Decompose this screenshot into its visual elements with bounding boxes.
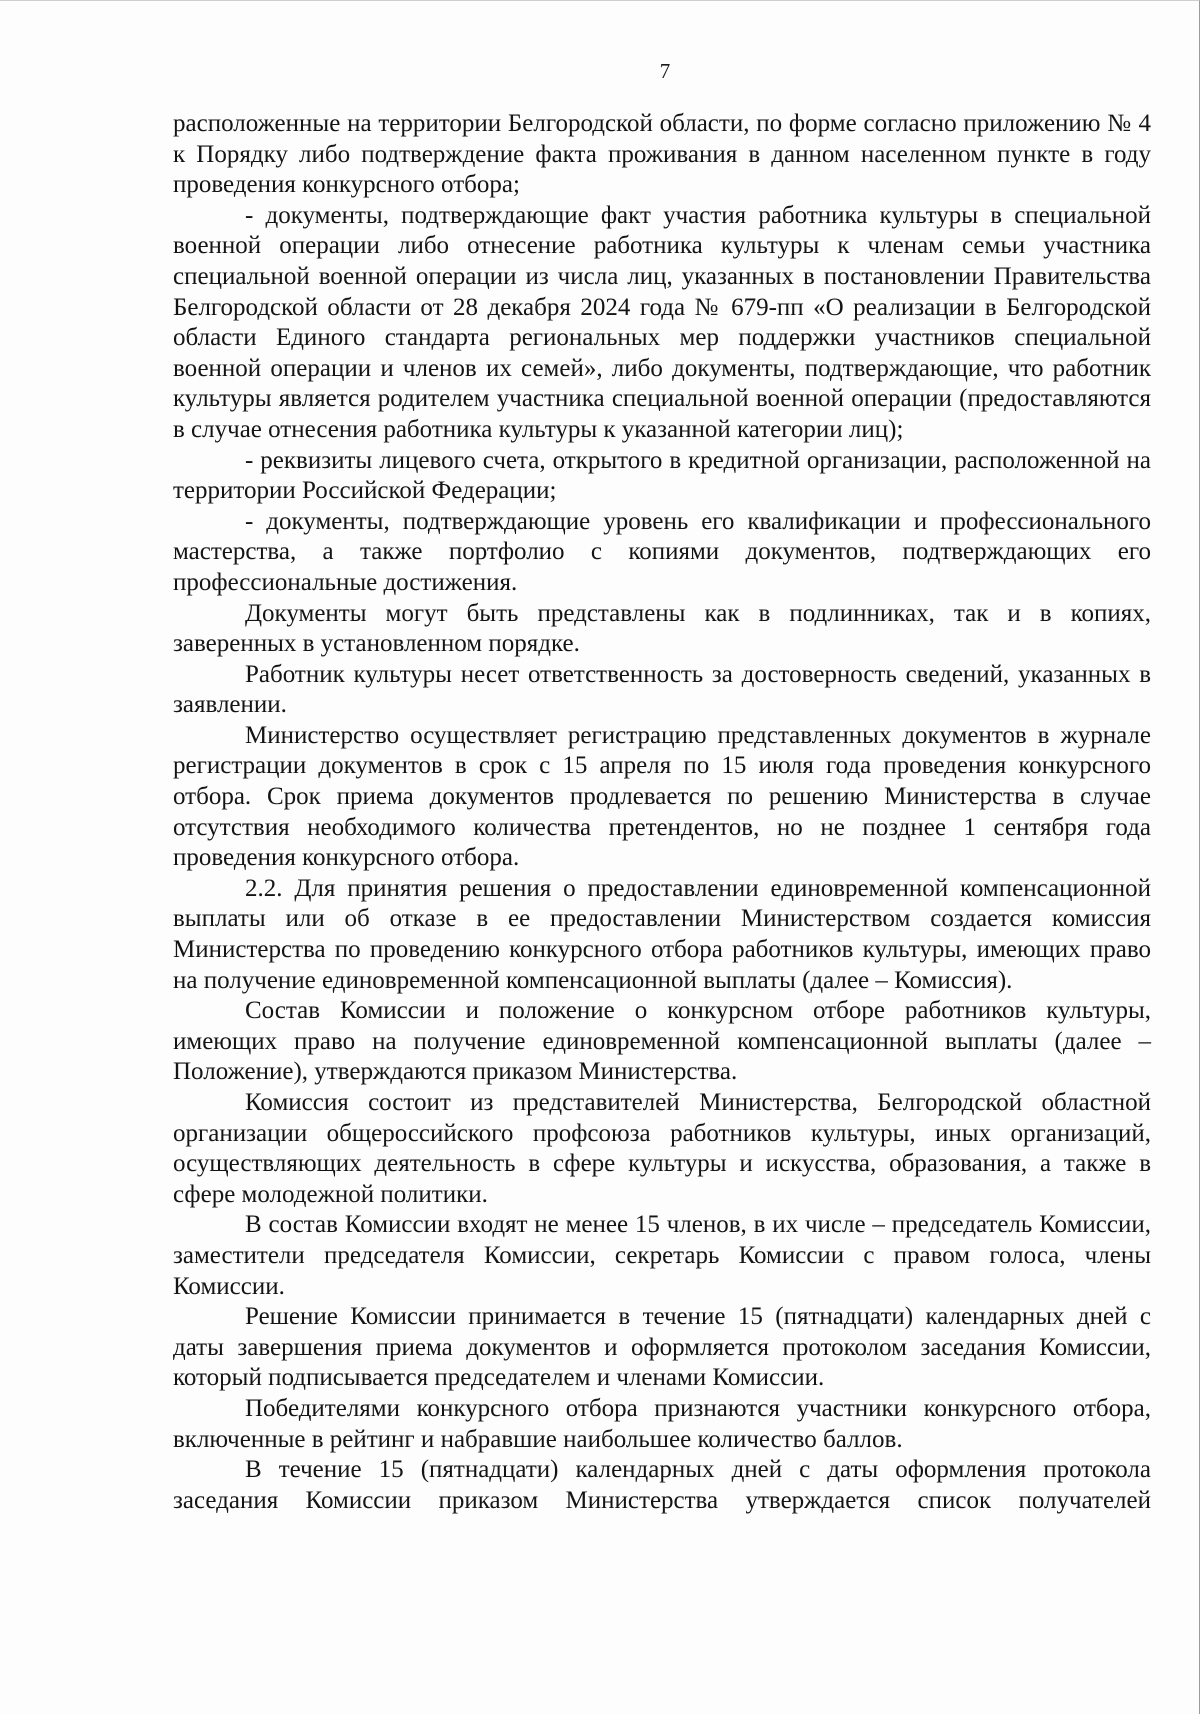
paragraph-recipients-list: В течение 15 (пятнадцати) календарных дней с даты оформления протокола заседания Комиссии приказом Министерства утверждается список получателей: [173, 1456, 1151, 1514]
document-body: [173, 109, 1151, 1516]
paragraph-continuation: расположенные на территории Белгородской области, по форме согласно приложению № 4 к Порядку либо подтверждение факта проживания в данном населенном пункте в году проведения конкурсного отбора;: [173, 110, 1151, 199]
paragraph-commission-members: Комиссия состоит из представителей Министерства, Белгородской областной организации общероссийского профсоюза работников культуры, иных организаций, осуществляющих деятельность в сфере культуры и искусства, образования, а также в сфере молодежной политики.: [173, 1089, 1151, 1208]
paragraph-bank-details: - реквизиты лицевого счета, открытого в кредитной организации, расположенной на территории Российской Федерации;: [173, 446, 1151, 505]
paragraph-winners: Победителями конкурсного отбора признаются участники конкурсного отбора, включенные в рейтинг и набравшие наибольшее количество баллов.: [173, 1394, 1151, 1453]
paragraph-commission-size: В состав Комиссии входят не менее 15 членов, в их числе – председатель Комиссии, заместители председателя Комиссии, секретарь Комиссии с правом голоса, члены Комиссии.: [173, 1211, 1151, 1300]
paragraph-document-forms: Документы могут быть представлены как в подлинниках, так и в копиях, заверенных в установленном порядке.: [173, 599, 1151, 658]
paragraph-responsibility: Работник культуры несет ответственность за достоверность сведений, указанных в заявлении.: [173, 660, 1151, 719]
paragraph-svo-documents: - документы, подтверждающие факт участия работника культуры в специальной военной операции либо отнесение работника культуры к членам семьи участника специальной военной операции из числа лиц, указанных в постановлении Правительства Белгородской области от 28 декабря 2024 года № 679-пп «О реализации в Белгородской области Единого стандарта региональных мер поддержки участников специальной военной операции и членов их семей», либо документы, подтверждающие, что работник культуры является родителем участника специальной военной операции (предоставляются в случае отнесения работника культуры к указанной категории лиц);: [173, 201, 1151, 443]
paragraph-commission-composition: Состав Комиссии и положение о конкурсном отборе работников культуры, имеющих право на получение единовременной компенсационной выплаты (далее – Положение), утверждаются приказом Министерства.: [173, 997, 1151, 1086]
paragraph-commission-decision: Решение Комиссии принимается в течение 15 (пятнадцати) календарных дней с даты завершения приема документов и оформляется протоколом заседания Комиссии, который подписывается председателем и членами Комиссии.: [173, 1303, 1151, 1392]
paragraph-commission-creation: 2.2. Для принятия решения о предоставлении единовременной компенсационной выплаты или об отказе в ее предоставлении Министерством создается комиссия Министерства по проведению конкурсного отбора работников культуры, имеющих право на получение единовременной компенсационной выплаты (далее – Комиссия).: [173, 874, 1151, 994]
paragraph-qualification-documents: - документы, подтверждающие уровень его квалификации и профессионального мастерства, а также портфолио с копиями документов, подтверждающих его профессиональные достижения.: [173, 507, 1151, 596]
page-number: 7: [659, 59, 671, 83]
paragraph-registration: Министерство осуществляет регистрацию представленных документов в журнале регистрации документов в срок с 15 апреля по 15 июля года проведения конкурсного отбора. Срок приема документов продлевается по решению Министерства в случае отсутствия необходимого количества претендентов, но не позднее 1 сентября года проведения конкурсного отбора.: [173, 721, 1151, 872]
